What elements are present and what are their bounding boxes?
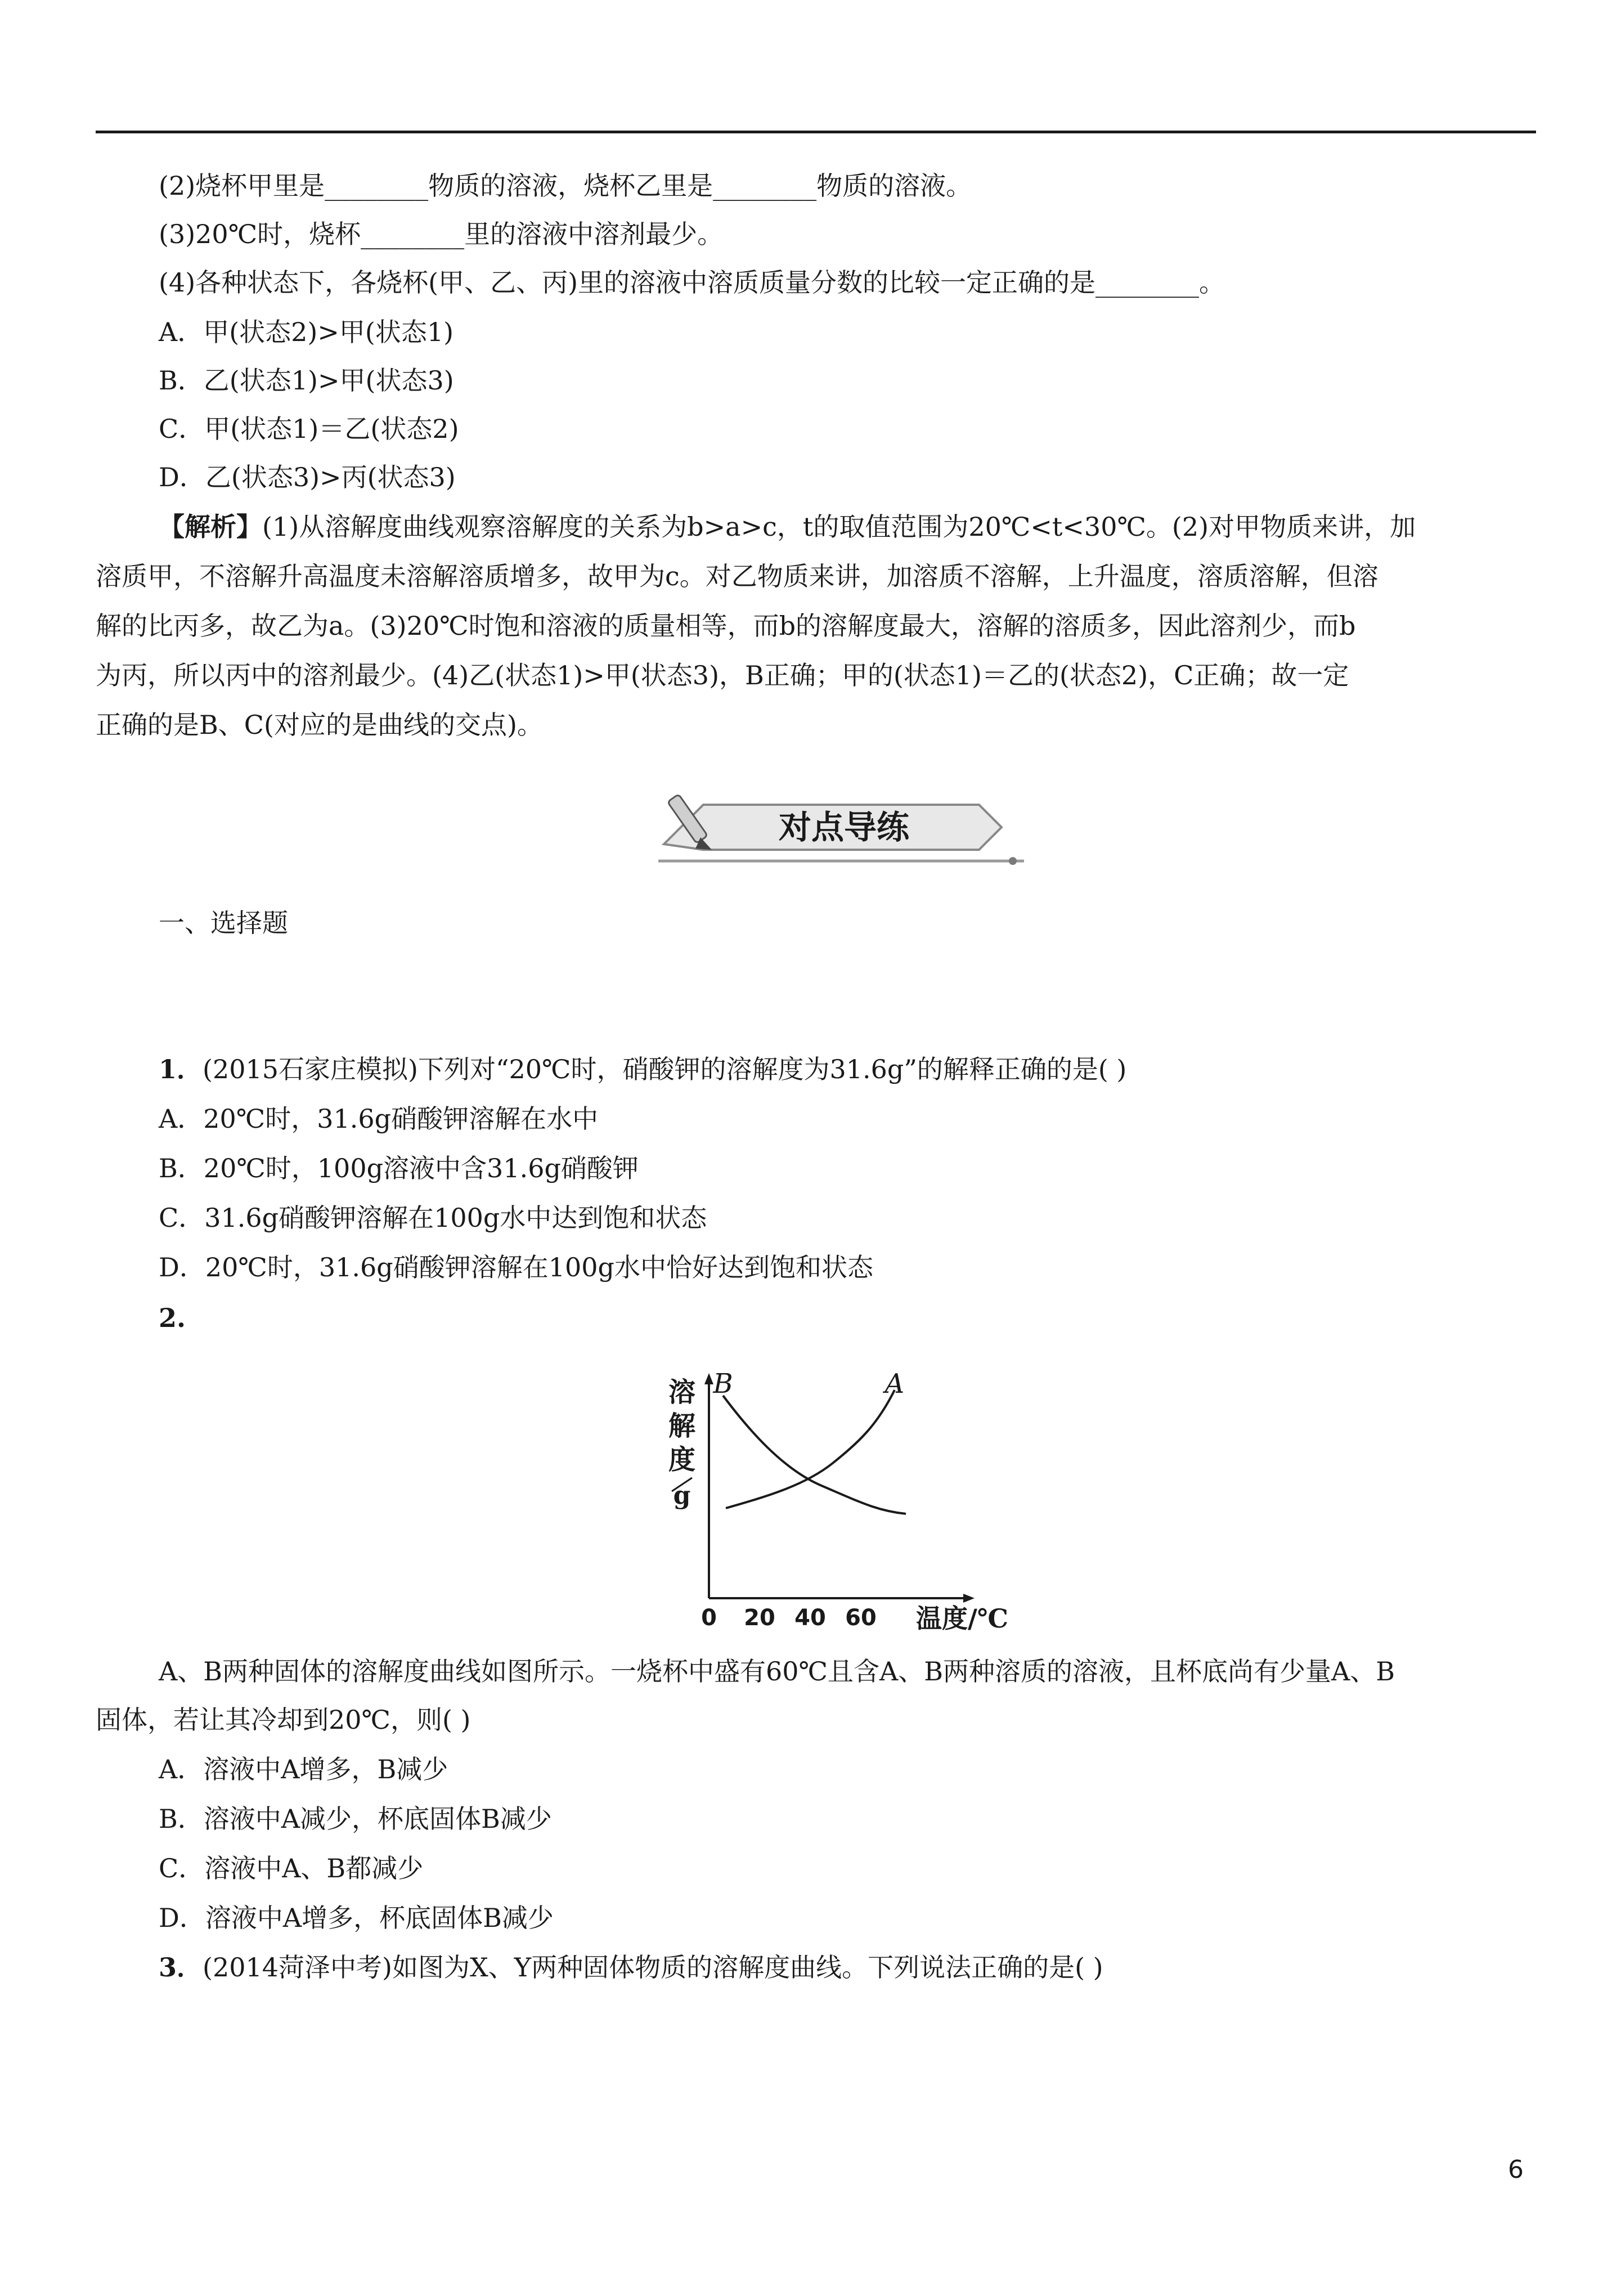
q-prev-option-d: D．乙(状态3)>丙(状态3) (159, 462, 456, 492)
q2-stem-line2: 固体，若让其冷却到20℃，则( ) (96, 1705, 471, 1735)
q1-option-b: B．20℃时，100g溶液中含31.6g硝酸钾 (159, 1153, 639, 1183)
q-prev-option-b: B．乙(状态1)>甲(状态3) (159, 365, 454, 396)
banner-graphic (641, 782, 1024, 872)
q-prev-item2: (2)烧杯甲里是________物质的溶液，烧杯乙里是________物质的溶液。 (159, 171, 972, 201)
y-label-char-3: 度 (668, 1444, 696, 1476)
series-a-label: A (884, 1368, 905, 1400)
solubility-chart (664, 1362, 1024, 1632)
series-b-label: B (713, 1368, 733, 1400)
banner-title: 对点导练 (778, 808, 910, 846)
y-axis-arrow (704, 1373, 713, 1384)
analysis-line-1: (1)从溶解度曲线观察溶解度的关系为b>a>c，t的取值范围为20℃<t<30℃。(2)对甲物质来讲，加 (262, 512, 1416, 542)
analysis-first-line (159, 510, 1416, 544)
header-rule (96, 131, 1536, 133)
y-label-char-1: 溶 (668, 1376, 696, 1408)
q1-option-d: D．20℃时，31.6g硝酸钾溶解在100g水中恰好达到饱和状态 (159, 1252, 873, 1282)
x-tick-20: 20 (744, 1605, 775, 1631)
x-tick-0: 0 (701, 1605, 717, 1631)
page-number: 6 (1508, 2155, 1524, 2184)
q1-number: 1． (159, 1054, 203, 1084)
x-axis-label: 温度/℃ (916, 1603, 1008, 1632)
x-axis-arrow (963, 1594, 975, 1603)
q1-stem-line (159, 1052, 1126, 1086)
section-banner (641, 782, 1024, 872)
q3-stem: (2014菏泽中考)如图为X、Y两种固体物质的溶解度曲线。下列说法正确的是( ) (203, 1952, 1103, 1983)
analysis-line-3: 解的比丙多，故乙为a。(3)20℃时饱和溶液的质量相等，而b的溶解度最大，溶解的溶质多，因此溶剂少，而b (96, 611, 1356, 641)
section-title: 一、选择题 (159, 908, 288, 938)
q3-number: 3． (159, 1952, 203, 1983)
q2-option-b: B．溶液中A减少，杯底固体B减少 (159, 1804, 552, 1834)
y-label-char-2: 解 (668, 1410, 696, 1442)
analysis-line-4: 为丙，所以丙中的溶剂最少。(4)乙(状态1)>甲(状态3)，B正确；甲的(状态1)＝乙的(状态2)，C正确；故一定 (96, 660, 1349, 690)
q3-stem-line (159, 1950, 1103, 1984)
x-tick-40: 40 (794, 1605, 826, 1631)
q1-option-c: C．31.6g硝酸钾溶解在100g水中达到饱和状态 (159, 1203, 707, 1233)
q-prev-option-a: A．甲(状态2)>甲(状态1) (159, 317, 454, 347)
q-prev-option-c: C．甲(状态1)＝乙(状态2) (159, 414, 459, 444)
analysis-label: 【解析】 (159, 512, 262, 542)
analysis-line-5: 正确的是B、C(对应的是曲线的交点)。 (96, 710, 543, 740)
q2-stem-line1: A、B两种固体的溶解度曲线如图所示。一烧杯中盛有60℃且含A、B两种溶质的溶液，且杯底尚有少量A、B (159, 1656, 1395, 1687)
y-label-unit: g (673, 1481, 691, 1510)
q-prev-item3: (3)20℃时，烧杯________里的溶液中溶剂最少。 (159, 219, 724, 249)
q2-option-c: C．溶液中A、B都减少 (159, 1853, 424, 1884)
q1-stem: (2015石家庄模拟)下列对“20℃时，硝酸钾的溶解度为31.6g”的解释正确的是( ) (203, 1054, 1127, 1084)
chart-svg (664, 1362, 1024, 1632)
q2-option-a: A．溶液中A增多，B减少 (159, 1754, 448, 1784)
series-a-curve (726, 1390, 895, 1508)
q1-option-a: A．20℃时，31.6g硝酸钾溶解在水中 (159, 1104, 599, 1134)
series-b-curve (723, 1396, 906, 1514)
x-tick-60: 60 (845, 1605, 877, 1631)
analysis-line-2: 溶质甲，不溶解升高温度未溶解溶质增多，故甲为c。对乙物质来讲，加溶质不溶解，上升温度，溶质溶解，但溶 (96, 561, 1378, 591)
q2-option-d: D．溶液中A增多，杯底固体B减少 (159, 1903, 554, 1933)
q2-number: 2. (159, 1303, 186, 1333)
q-prev-item4: (4)各种状态下，各烧杯(甲、乙、丙)里的溶液中溶质质量分数的比较一定正确的是________。 (159, 267, 1225, 298)
